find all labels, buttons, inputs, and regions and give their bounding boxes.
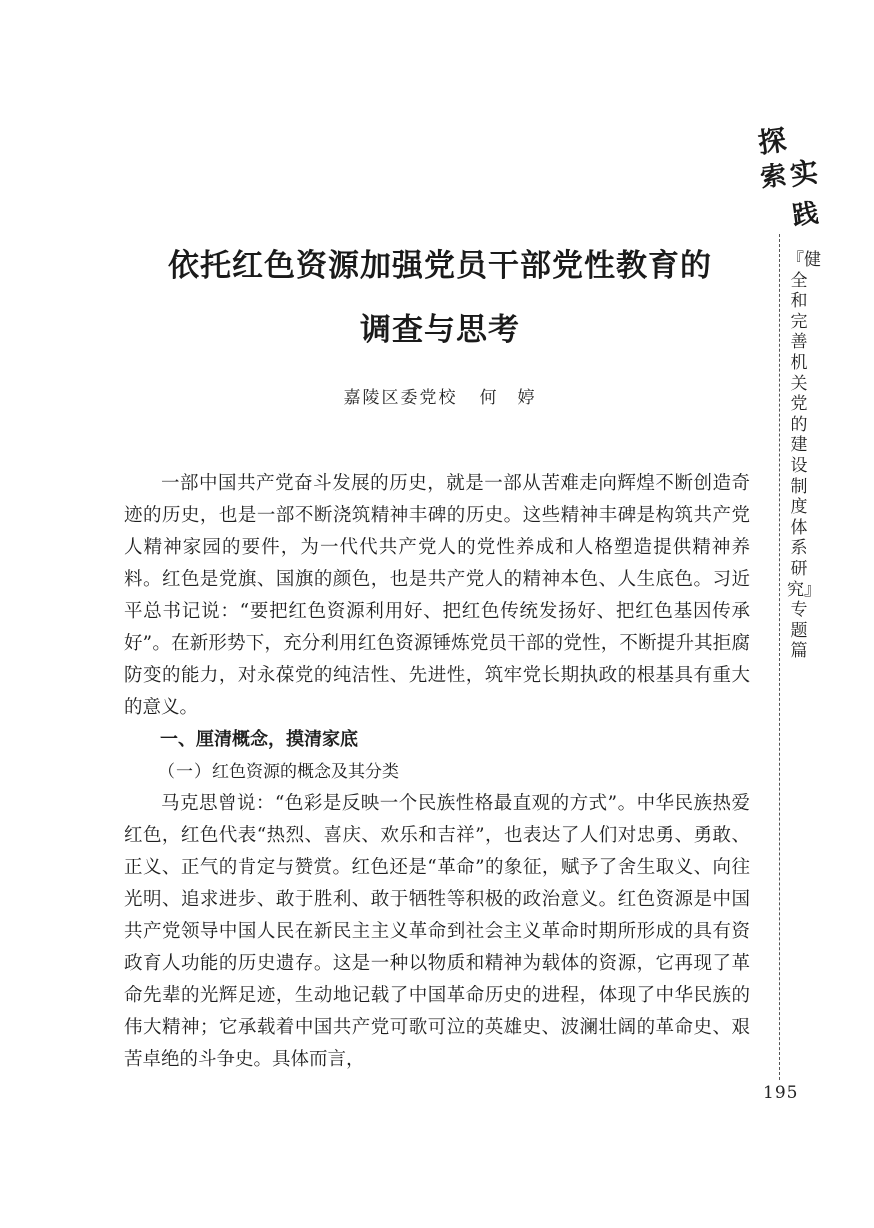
subsection-title: 红色资源的概念及其分类 bbox=[212, 762, 399, 782]
logo-char-jian: 践 bbox=[790, 198, 821, 232]
author-line bbox=[120, 383, 760, 408]
page-title-line-1: 依托红色资源加强党员干部党性教育的 bbox=[168, 248, 712, 284]
logo-char-tan: 探 bbox=[756, 123, 789, 160]
sidebar-divider bbox=[779, 234, 780, 1080]
subsection-heading-1 bbox=[124, 756, 750, 788]
author-affiliation: 嘉陵区委党校 bbox=[343, 388, 458, 408]
logo-char-suo: 索 bbox=[758, 160, 789, 194]
page-title-line-2: 调查与思考 bbox=[360, 312, 520, 348]
page-number: 195 bbox=[763, 1083, 799, 1103]
section-heading-1: 一、厘清概念，摸清家底 bbox=[160, 729, 358, 750]
explore-practice-logo bbox=[754, 120, 824, 230]
subsection-number: （一） bbox=[158, 762, 212, 782]
logo-char-shi: 实 bbox=[788, 155, 821, 192]
paragraph-red-resources: 马克思曾说：“色彩是反映一个民族性格最直观的方式”。中华民族热爱红色，红色代表“热烈、喜庆、欢乐和吉祥”，也表达了人们对忠勇、勇敢、正义、正气的肯定与赞赏。红色还是“革命”的象征，赋予了舍生取义、向往光明、追求进步、敢于胜利、敢于牺牲等积极的政治意义。红色资源是中国共产党领导中国人民在新民主主义革命到社会主义革命时期所形成的具有资政育人功能的历史遗存。这是一种以物质和精神为载体的资源，它再现了革命先辈的光辉足迹，生动地记载了中国革命历史的进程，体现了中华民族的伟大精神；它承载着中国共产党可歌可泣的英雄史、波澜壮阔的革命史、艰苦卓绝的斗争史。具体而言， bbox=[124, 793, 750, 1070]
column-title-vertical: 『健全和完善机关党的建设制度体系研究』专题篇 bbox=[787, 250, 821, 662]
paragraph-intro: 一部中国共产党奋斗发展的历史，就是一部从苦难走向辉煌不断创造奇迹的历史，也是一部不断浇筑精神丰碑的历史。这些精神丰碑是构筑共产党人精神家园的要件，为一代代共产党人的党性养成和人格塑造提供精神养料。红色是党旗、国旗的颜色，也是共产党人的精神本色、人生底色。习近平总书记说：“要把红色资源利用好、把红色传统发扬好、把红色基因传承好”。在新形势下，充分利用红色资源锤炼党员干部的党性，不断提升其拒腐防变的能力，对永葆党的纯洁性、先进性，筑牢党长期执政的根基具有重大的意义。 bbox=[124, 473, 750, 718]
author-name: 何 婷 bbox=[479, 388, 537, 408]
article-body bbox=[124, 468, 750, 1076]
